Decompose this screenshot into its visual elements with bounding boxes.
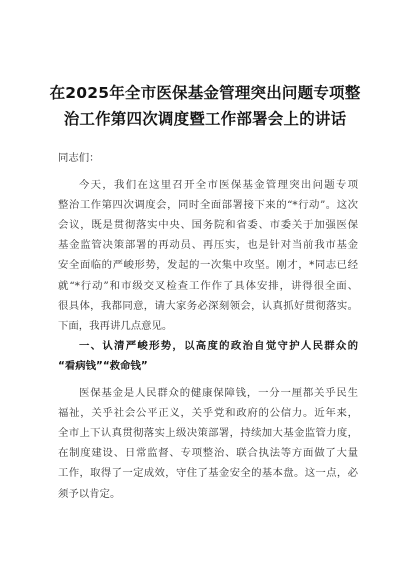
- intro-line-1: 今天，我们在这里召开全市医保基金管理突出问题专项: [79, 179, 358, 192]
- intro-line-4: 基金监管决策部署的再动员、再压实，也是针对当前我市基金: [58, 239, 358, 252]
- section-1-line-2: 福祉，关乎社会公平正义，关乎党和政府的公信力。近年来，: [58, 407, 358, 420]
- section-1-heading-line-1: 一、认清严峻形势，以高度的政治自觉守护人民群众的: [79, 339, 358, 352]
- intro-line-2: 整治工作第四次调度会，同时全面部署接下来的“*行动”。这次: [58, 199, 358, 212]
- section-1-line-1: 医保基金是人民群众的健康保障钱，一分一厘都关乎民生: [79, 387, 358, 400]
- section-1-line-5: 工作，取得了一定成效，守住了基金安全的基本盘。这一点，必: [58, 467, 358, 480]
- paragraph-gap: [58, 376, 358, 383]
- intro-line-8: 下面，我再讲几点意见。: [58, 319, 173, 332]
- document-title: [30, 80, 380, 132]
- intro-line-6: 就“*行动”和市级交叉检查工作作了具体安排，讲得很全面、: [58, 279, 358, 292]
- salutation: 同志们：: [58, 152, 100, 164]
- section-1-line-3: 全市上下认真贯彻落实上级决策部署，持续加大基金监管力度，: [58, 427, 358, 440]
- section-1-heading: [58, 336, 358, 376]
- section-1-heading-line-2: “看病钱”“救命钱”: [58, 359, 148, 372]
- intro-line-7: 很具体，我都同意，请大家务必深刻领会，认真抓好贯彻落实。: [58, 299, 358, 312]
- title-line-1: 在2025年全市医保基金管理突出问题专项整: [49, 84, 361, 102]
- paragraph-gap: [58, 168, 358, 175]
- document-body: [58, 148, 358, 504]
- intro-paragraph: [58, 175, 358, 336]
- section-1-line-4: 在制度建设、日常监督、专项整治、联合执法等方面做了大量: [58, 447, 358, 460]
- section-1-line-6: 须予以肯定。: [58, 487, 121, 500]
- intro-line-3: 会议，既是贯彻落实中央、国务院和省委、市委关于加强医保: [58, 219, 358, 232]
- intro-line-5: 安全面临的严峻形势，发起的一次集中攻坚。刚才，*同志已经: [58, 259, 358, 272]
- section-1-paragraph: [58, 383, 358, 504]
- title-line-2: 治工作第四次调度暨工作部署会上的讲话: [63, 110, 347, 128]
